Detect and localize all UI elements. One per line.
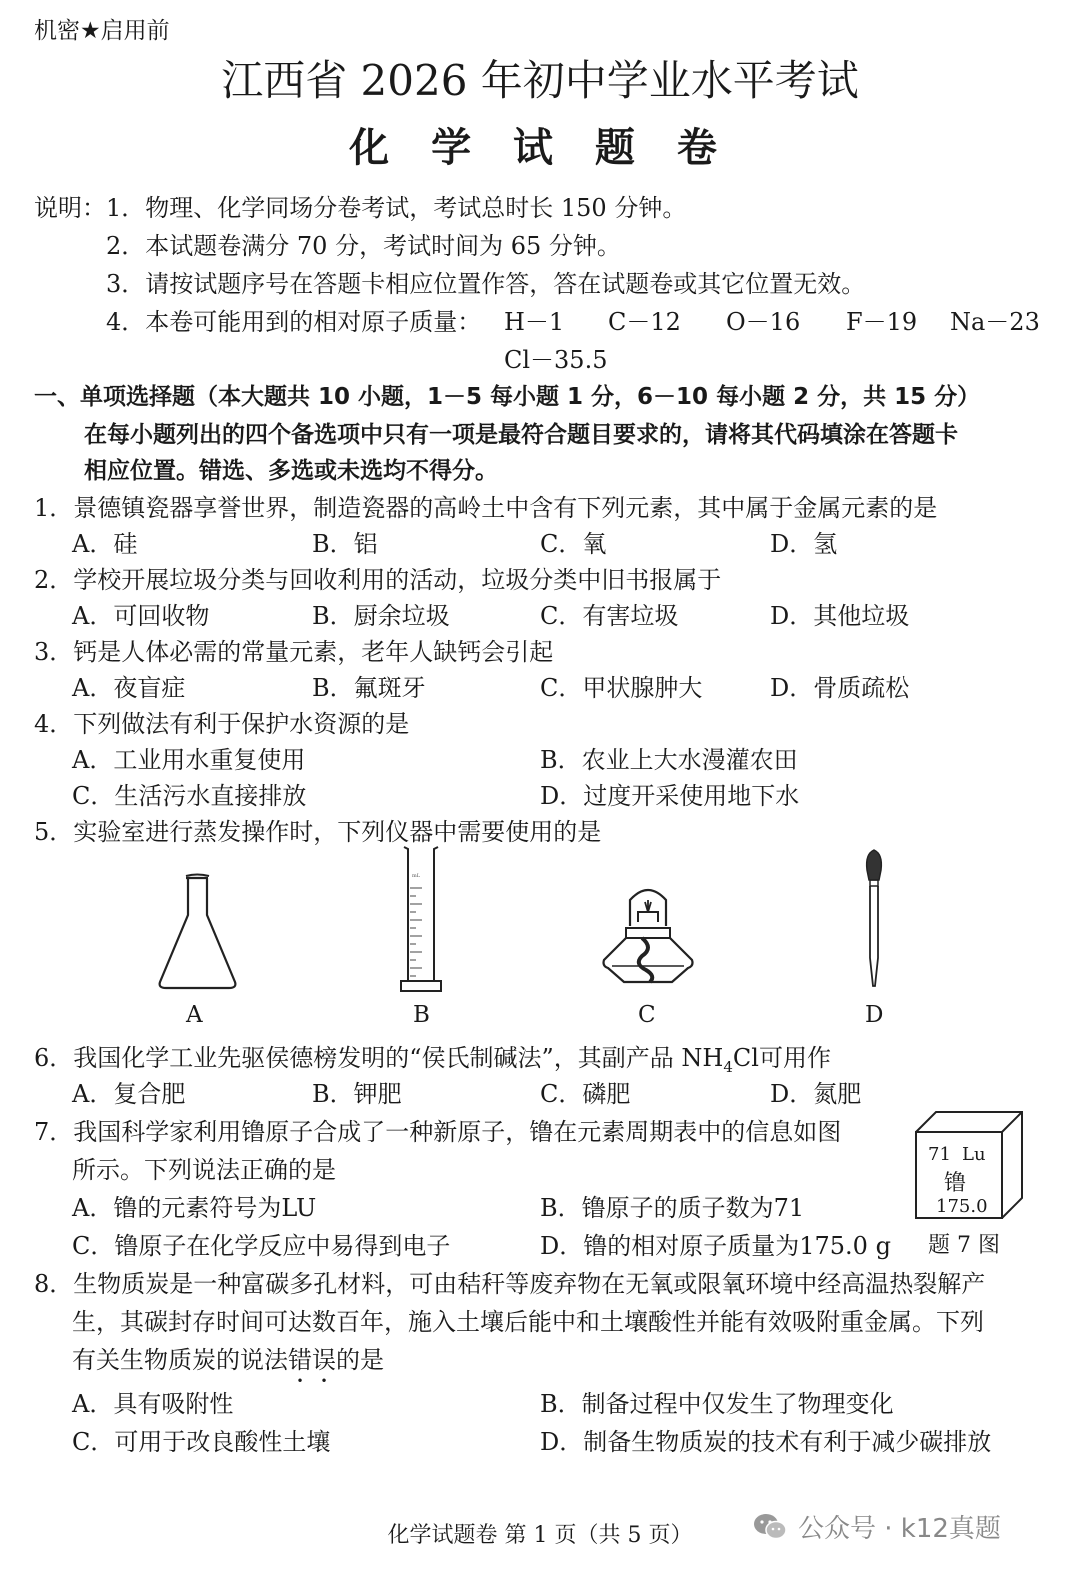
- q2-option-a: A．可回收物: [72, 602, 210, 630]
- q8-stem-3: 有关生物质炭的说法错误的是: [72, 1346, 384, 1374]
- mass-na: Na－23: [950, 308, 1040, 336]
- q4-option-d: D．过度开采使用地下水: [540, 782, 800, 810]
- q3-option-b: B．氟斑牙: [312, 674, 426, 702]
- q1-option-d: D．氢: [770, 530, 838, 558]
- cell-element-name: 镥: [944, 1171, 967, 1196]
- wechat-icon: [752, 1512, 788, 1542]
- q7-figure-caption: 题 7 图: [928, 1233, 1000, 1258]
- q5-label-a: A: [186, 1002, 203, 1028]
- page-footer: 化学试题卷 第 1 页（共 5 页）: [387, 1523, 693, 1548]
- q2-stem: 2．学校开展垃圾分类与回收利用的活动，垃圾分类中旧书报属于: [34, 566, 722, 594]
- dropper-icon: [862, 848, 886, 990]
- q4-option-c: C．生活污水直接排放: [72, 782, 307, 810]
- q3-option-d: D．骨质疏松: [770, 674, 910, 702]
- q7-stem-1: 7．我国科学家利用镥原子合成了一种新原子，镥在元素周期表中的信息如图: [34, 1118, 842, 1146]
- alcohol-lamp-icon: [598, 878, 698, 993]
- q2-option-c: C．有害垃圾: [540, 602, 679, 630]
- q1-option-a: A．硅: [72, 530, 138, 558]
- q5-stem: 5．实验室进行蒸发操作时，下列仪器中需要使用的是: [34, 818, 602, 846]
- section-heading: 一、单项选择题（本大题共 10 小题，1－5 每小题 1 分，6－10 每小题 2 分，共 15 分）: [34, 384, 981, 410]
- q2-option-b: B．厨余垃圾: [312, 602, 450, 630]
- graduated-cylinder-icon: [398, 843, 444, 995]
- cell-atomic-number: 71: [928, 1144, 951, 1165]
- q8-option-a: A．具有吸附性: [72, 1390, 234, 1418]
- mass-o: O－16: [726, 308, 801, 336]
- q7-option-d: D．镥的相对原子质量为175.0 g: [540, 1232, 891, 1260]
- q6-option-c: C．磷肥: [540, 1080, 631, 1108]
- q8-stem-1: 8．生物质炭是一种富碳多孔材料，可由秸秆等废弃物在无氧或限氧环境中经高温热裂解产: [34, 1270, 986, 1298]
- exam-title: 江西省 2026 年初中学业水平考试: [221, 56, 859, 105]
- watermark-text: 公众号 · k12真题: [798, 1514, 1001, 1544]
- q3-stem: 3．钙是人体必需的常量元素，老年人缺钙会引起: [34, 638, 554, 666]
- q2-option-d: D．其他垃圾: [770, 602, 910, 630]
- q8-option-c: C．可用于改良酸性土壤: [72, 1428, 331, 1456]
- note-1: 1．物理、化学同场分卷考试，考试总时长 150 分钟。: [106, 194, 687, 222]
- paper-title: 化 学 试 题 卷: [349, 125, 731, 171]
- q7-option-b: B．镥原子的质子数为71: [540, 1194, 805, 1222]
- mass-cl: Cl－35.5: [504, 346, 608, 374]
- section-desc-1: 在每小题列出的四个备选项中只有一项是最符合题目要求的，请将其代码填涂在答题卡: [84, 422, 958, 448]
- q1-stem: 1．景德镇瓷器享誉世界，制造瓷器的高岭土中含有下列元素，其中属于金属元素的是: [34, 494, 938, 522]
- mass-f: F－19: [846, 308, 918, 336]
- notes-label: 说明：: [34, 194, 106, 222]
- mass-h: H－1: [504, 308, 565, 336]
- svg-text:mL: mL: [412, 873, 421, 879]
- q5-label-b: B: [413, 1002, 430, 1028]
- q7-stem-2: 所示。下列说法正确的是: [72, 1156, 336, 1184]
- cell-symbol: Lu: [962, 1144, 986, 1165]
- q6-option-b: B．钾肥: [312, 1080, 402, 1108]
- q6-option-a: A．复合肥: [72, 1080, 186, 1108]
- q6-option-d: D．氮肥: [770, 1080, 862, 1108]
- q5-label-d: D: [865, 1002, 884, 1028]
- mass-c: C－12: [608, 308, 681, 336]
- note-2: 2．本试题卷满分 70 分，考试时间为 65 分钟。: [106, 232, 621, 260]
- section-desc-2: 相应位置。错选、多选或未选均不得分。: [84, 458, 498, 484]
- cell-atomic-mass: 175.0: [936, 1196, 988, 1217]
- confidential-mark: 机密★启用前: [34, 18, 170, 44]
- q7-option-a: A．镥的元素符号为LU: [72, 1194, 317, 1222]
- q5-label-c: C: [638, 1002, 656, 1028]
- q8-option-d: D．制备生物质炭的技术有利于减少碳排放: [540, 1428, 992, 1456]
- note-3: 3．请按试题序号在答题卡相应位置作答，答在试题卷或其它位置无效。: [106, 270, 866, 298]
- watermark: [752, 1508, 1001, 1545]
- q1-option-b: B．铝: [312, 530, 378, 558]
- q4-stem: 4．下列做法有利于保护水资源的是: [34, 710, 410, 738]
- q8-stem-2: 生，其碳封存时间可达数百年，施入土壤后能中和土壤酸性并能有效吸附重金属。下列: [72, 1308, 984, 1336]
- q6-stem: 6．我国化学工业先驱侯德榜发明的“侯氏制碱法”，其副产品 $NH_4Cl$可用作: [34, 1044, 831, 1076]
- note-4: 4．本卷可能用到的相对原子质量：: [106, 308, 482, 336]
- q1-option-c: C．氧: [540, 530, 607, 558]
- q4-option-a: A．工业用水重复使用: [72, 746, 306, 774]
- q4-option-b: B．农业上大水漫灌农田: [540, 746, 798, 774]
- q3-option-c: C．甲状腺肿大: [540, 674, 703, 702]
- q8-option-b: B．制备过程中仅发生了物理变化: [540, 1390, 894, 1418]
- q7-option-c: C．镥原子在化学反应中易得到电子: [72, 1232, 451, 1260]
- conical-flask-icon: [150, 870, 245, 995]
- q3-option-a: A．夜盲症: [72, 674, 186, 702]
